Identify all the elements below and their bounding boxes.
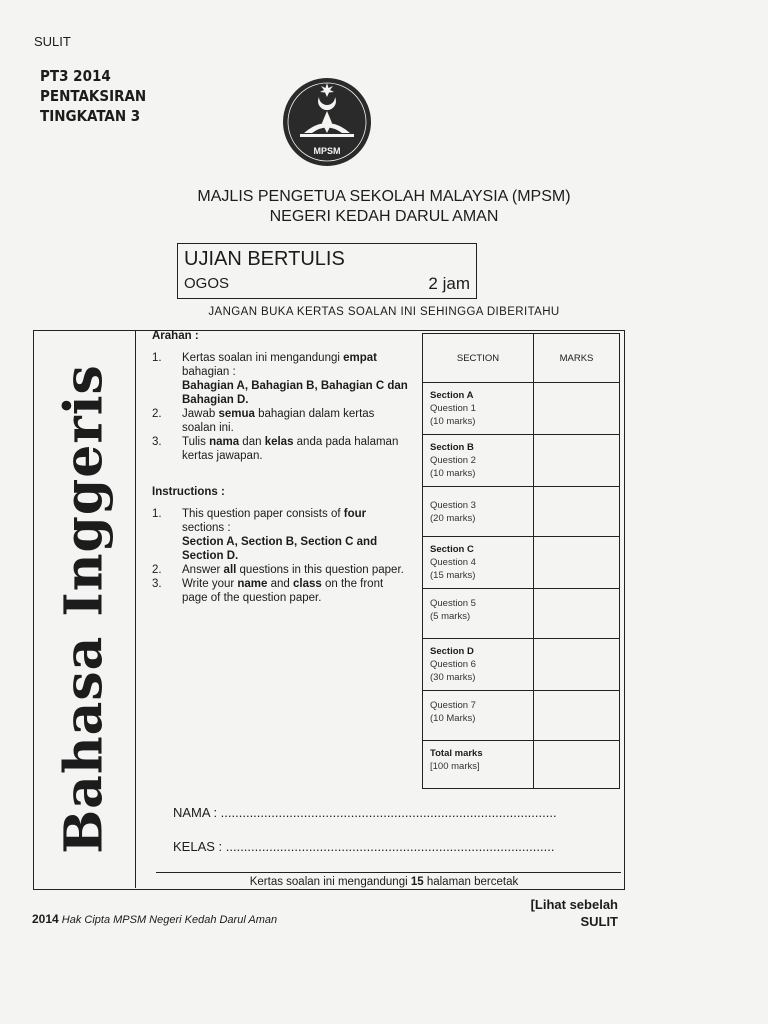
instruction-item: 2. Answer all questions in this question paper. [152,564,404,576]
do-not-open-warning: JANGAN BUKA KERTAS SOALAN INI SEHINGGA DIBERITAHU [208,306,560,318]
exam-line: TINGKATAN 3 [40,107,141,125]
test-duration: 2 jam [428,274,470,293]
copyright: 2014 Hak Cipta MPSM Negeri Kedah Darul Aman [32,912,278,926]
marks-cell[interactable] [534,537,620,589]
classification-top: SULIT [34,34,71,49]
council-state: NEGERI KEDAH DARUL AMAN [269,208,499,225]
class-field[interactable]: KELAS : ........................................................................................... [173,839,555,854]
arahan-item: 2. Jawab semua bahagian dalam kertas soalan ini. [152,408,375,434]
exam-title-block [40,66,146,126]
arahan-heading: Arahan : [152,330,199,342]
logo-label: MPSM [313,146,341,156]
section-column-header: SECTION [423,334,534,383]
marks-column-header: MARKS [534,334,620,383]
page-count-note: Kertas soalan ini mengandungi 15 halaman bercetak [249,876,519,888]
instructions-heading: Instructions : [152,486,225,498]
test-title: UJIAN BERTULIS [184,248,345,270]
table-row: Section A Question 1 (10 marks) [423,383,534,435]
table-row: Question 7 (10 Marks) [423,691,534,741]
instructions-panel [152,329,408,605]
test-box [177,243,477,299]
classification-bottom: SULIT [580,914,618,929]
marks-cell[interactable] [534,589,620,639]
instruction-item: 1. This question paper consists of four sections : Section A, Section B, Section C and Section D. [152,508,378,562]
table-row: Question 3 (20 marks) [423,487,534,537]
mpsm-logo [282,77,372,167]
marks-cell[interactable] [534,383,620,435]
marks-cell[interactable] [534,435,620,487]
table-row-total: Total marks [100 marks] [423,741,534,789]
subject-title: Bahasa Inggeris [53,364,115,854]
instruction-item: 3. Write your name and class on the front page of the question paper. [152,578,384,604]
turn-over-note: [Lihat sebelah [530,897,618,912]
marks-cell[interactable] [534,691,620,741]
arahan-item: 3. Tulis nama dan kelas anda pada halaman kertas jawapan. [152,436,399,462]
exam-line: PT3 2014 [40,67,111,85]
marks-table [422,333,620,789]
name-field[interactable]: NAMA : ............................................................................................. [173,805,557,820]
test-month: OGOS [184,275,230,292]
table-row: Section C Question 4 (15 marks) [423,537,534,589]
exam-line: PENTAKSIRAN [40,87,147,105]
table-row: Question 5 (5 marks) [423,589,534,639]
divider [156,872,621,873]
arahan-item: 1. Kertas soalan ini mengandungi empat bahagian : Bahagian A, Bahagian B, Bahagian C dan Bahagian D. [152,352,408,406]
total-marks-cell[interactable] [534,741,620,789]
council-name: MAJLIS PENGETUA SEKOLAH MALAYSIA (MPSM) [197,188,571,205]
table-row: Section D Question 6 (30 marks) [423,639,534,691]
marks-cell[interactable] [534,639,620,691]
subject-spine [33,330,136,888]
table-row: Section B Question 2 (10 marks) [423,435,534,487]
marks-cell[interactable] [534,487,620,537]
